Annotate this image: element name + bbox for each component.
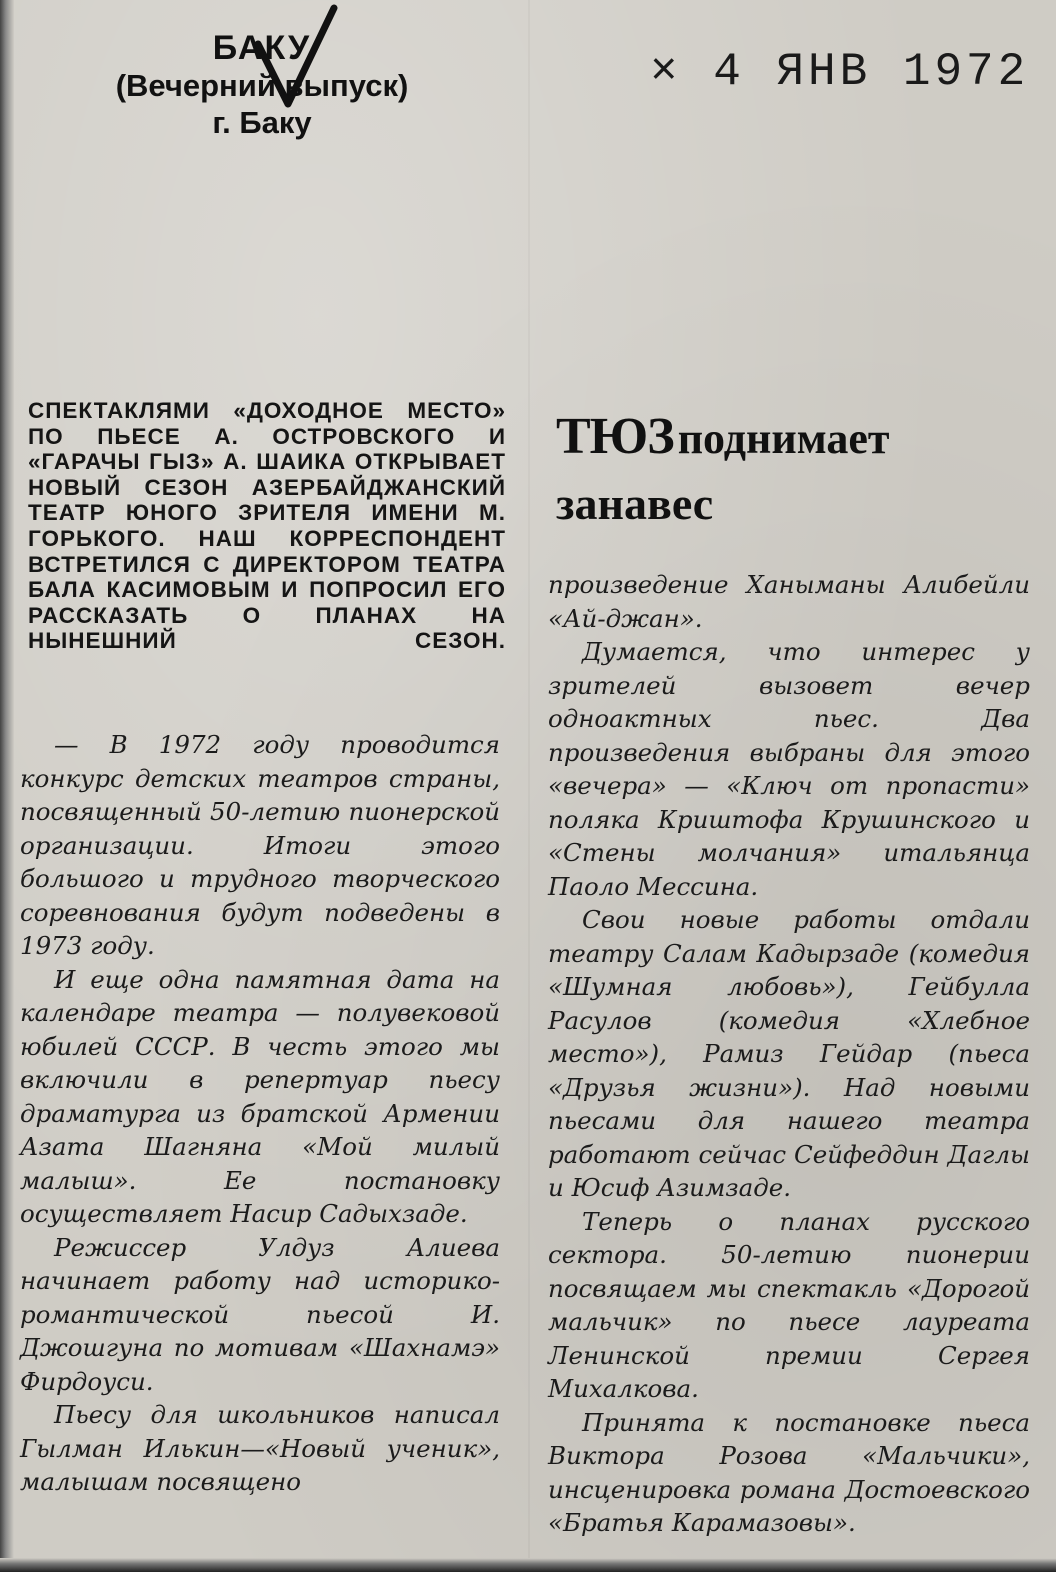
paragraph: произведение Ханыманы Алибейли «Ай-джан». <box>548 570 1030 633</box>
paragraph: Теперь о планах русского сектора. 50-летию пионерии посвящаем мы спектакль «Дорогой мальчик» по пьесе лауреата Ленинской премии Сергея Михалкова. <box>548 1206 1030 1403</box>
article-headline <box>556 408 1026 530</box>
paragraph: Режиссер Улдуз Алиева начинает работу над историко-романтической пьесой И. Джошгуна по мотивам «Шахнамэ» Фирдоуси. <box>20 1232 500 1396</box>
paragraph: Принята к постановке пьеса Виктора Розова «Мальчики», инсценировка романа Достоевского «Братья Карамазовы». <box>548 1407 1030 1537</box>
headline-word-tyuz: ТЮЗ <box>556 408 674 465</box>
paragraph: Пьесу для школьников написал Гылман Илькин—«Новый ученик», малышам посвящено <box>20 1400 500 1496</box>
article-lead: СПЕКТАКЛЯМИ «ДОХОДНОЕ МЕСТО» ПО ПЬЕСЕ А. ОСТРОВСКОГО И «ГАРАЧЫ ГЫЗ» А. ШАИКА ОТКРЫВАЕТ НОВЫЙ СЕЗОН АЗЕРБАЙДЖАНСКИЙ ТЕАТР ЮНОГО ЗРИТЕЛЯ ИМЕНИ М. ГОРЬКОГО. НАШ КОРРЕСПОНДЕНТ ВСТРЕТИЛСЯ С ДИРЕКТОРОМ ТЕАТРА БАЛА КАСИМОВЫМ И ПОПРОСИЛ ЕГО РАССКАЗАТЬ О ПЛАНАХ НА НЫНЕШНИЙ СЕЗОН. <box>28 398 506 654</box>
paragraph: — В 1972 году проводится конкурс детских театров страны, посвященный 50-летию пионерской организации. Итоги этого большого и трудного творческого соревнования будут подведены в 1973 году. <box>20 730 500 960</box>
headline-word-curtain: занавес <box>556 478 714 530</box>
left-shadow-edge <box>0 0 14 1572</box>
paragraph: Думается, что интерес у зрителей вызовет вечер одноактных пьес. Два произведения выбраны для этого «вечера» — «Ключ от пропасти» поляка Криштофа Крушинского и «Стены молчания» итальянца Паоло Мессина. <box>548 637 1030 901</box>
date-stamp: × 4 ЯНВ 1972 <box>650 46 1030 98</box>
paragraph: Свои новые работы отдали театру Салам Кадырзаде (комедия «Шумная любовь»), Гейбулла Расулов (комедия «Хлебное место»), Рамиз Гейдар (пьеса «Друзья жизни»). Над новыми пьесами для нашего театра работают сейчас Сейфеддин Даглы и Юсиф Азимзаде. <box>548 905 1030 1202</box>
paragraph: И еще одна памятная дата на календаре театра — полувековой юбилей СССР. В честь этого мы включили в репертуар пьесу драматурга из братской Армении Азата Шагняна «Мой милый малыш». Ее постановку осуществляет Насир Садыхзаде. <box>20 964 500 1228</box>
column-fold <box>528 0 530 1572</box>
article-column-right <box>548 568 1030 1540</box>
stamp-line-city: БАКУ <box>212 29 312 67</box>
stamp-line-edition: (Вечерний выпуск) <box>115 68 409 104</box>
headline-word-raises: поднимает <box>677 414 890 463</box>
bottom-shadow-edge <box>0 1558 1056 1572</box>
checkmark-icon <box>250 4 340 114</box>
stamp-line-location: г. Баку <box>212 104 312 140</box>
article-column-left <box>20 728 500 1499</box>
